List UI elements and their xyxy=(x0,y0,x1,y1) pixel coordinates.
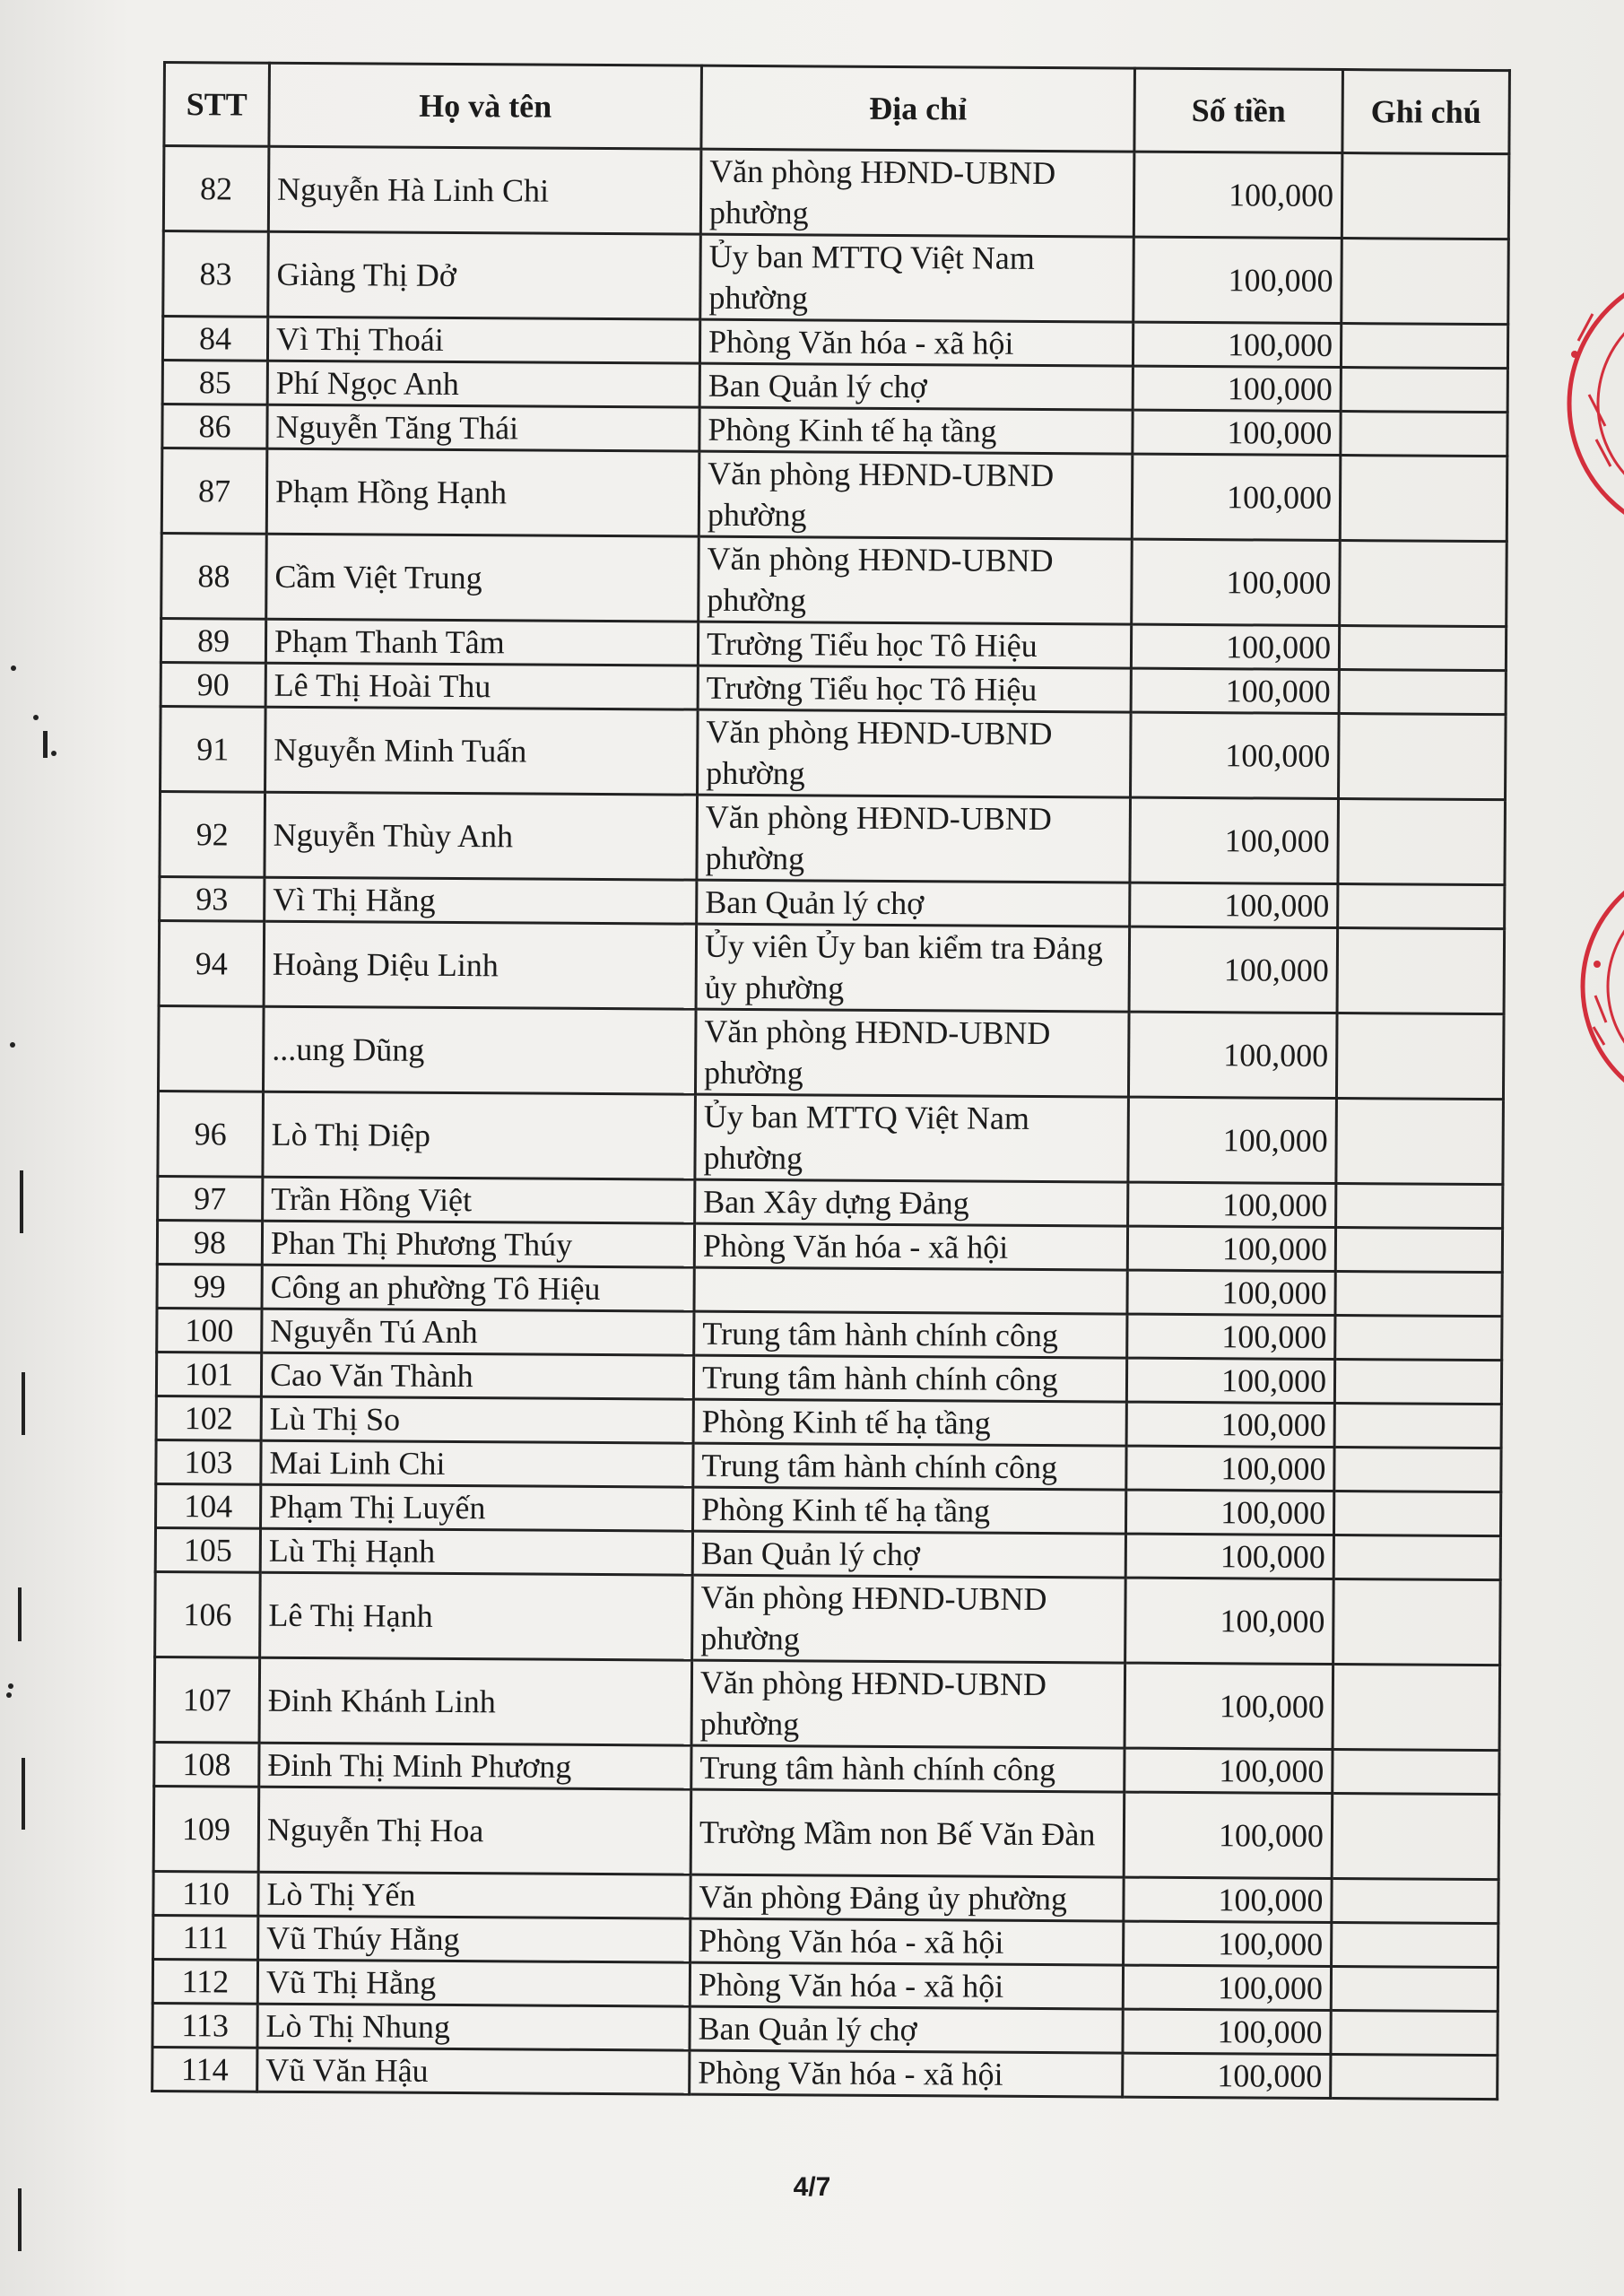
row-name: Nguyễn Tú Anh xyxy=(262,1309,694,1355)
row-amount: 100,000 xyxy=(1125,1578,1334,1664)
row-stt: 102 xyxy=(156,1396,261,1440)
row-address: Văn phòng HĐND-UBND phường xyxy=(700,149,1134,237)
row-address: Ban Quản lý chợ xyxy=(692,1531,1125,1578)
row-stt: 114 xyxy=(152,2047,257,2092)
row-note xyxy=(1332,1922,1498,1967)
row-amount: 100,000 xyxy=(1123,2053,1331,2098)
row-name: Lê Thị Hoài Thu xyxy=(265,663,698,709)
row-name: Cầm Việt Trung xyxy=(266,534,699,622)
row-address: Ủy ban MTTQ Việt Nam phường xyxy=(700,234,1134,322)
row-note xyxy=(1341,412,1507,457)
row-address: Văn phòng Đảng ủy phường xyxy=(690,1874,1124,1921)
table-row xyxy=(152,2047,1498,2099)
row-note xyxy=(1339,714,1507,800)
row-name: Phạm Hồng Hạnh xyxy=(266,448,699,536)
row-name: Lù Thị So xyxy=(261,1396,693,1443)
row-note xyxy=(1339,626,1506,671)
row-note xyxy=(1342,239,1509,325)
row-name: Lò Thị Diệp xyxy=(263,1091,696,1179)
row-name: Vũ Văn Hậu xyxy=(257,2048,690,2094)
row-name: ...ung Dũng xyxy=(263,1006,696,1094)
row-address: Ban Quản lý chợ xyxy=(699,363,1133,410)
row-address: Trường Mầm non Bế Văn Đàn xyxy=(690,1789,1125,1877)
row-amount: 100,000 xyxy=(1127,1226,1335,1271)
row-amount: 100,000 xyxy=(1127,1270,1335,1315)
row-note xyxy=(1334,1404,1501,1448)
row-address xyxy=(694,1267,1127,1314)
table-body xyxy=(152,146,1509,2100)
row-amount: 100,000 xyxy=(1131,624,1339,669)
row-address: Phòng Văn hóa - xã hội xyxy=(690,2050,1123,2097)
row-address: Văn phòng HĐND-UBND phường xyxy=(697,795,1131,883)
row-stt: 106 xyxy=(155,1571,261,1657)
row-amount: 100,000 xyxy=(1123,2009,1331,2054)
row-name: Hoàng Diệu Linh xyxy=(264,921,697,1009)
row-note xyxy=(1331,2054,1498,2099)
row-amount: 100,000 xyxy=(1131,668,1339,713)
row-address: Phòng Kinh tế hạ tầng xyxy=(693,1399,1126,1446)
header-name: Họ và tên xyxy=(269,63,702,149)
row-amount: 100,000 xyxy=(1132,539,1341,625)
row-name: Nguyễn Thị Hoa xyxy=(258,1787,691,1874)
row-amount: 100,000 xyxy=(1130,797,1339,883)
row-note xyxy=(1336,1013,1504,1100)
row-address: Trường Tiểu học Tô Hiệu xyxy=(698,665,1131,712)
row-amount: 100,000 xyxy=(1125,1490,1333,1535)
red-seal-stamp-top xyxy=(1551,260,1624,547)
row-name: Công an phường Tô Hiệu xyxy=(262,1265,694,1311)
row-amount: 100,000 xyxy=(1127,1314,1335,1359)
table-row xyxy=(153,1786,1499,1879)
row-note xyxy=(1331,1966,1498,2011)
row-address: Phòng Văn hóa - xã hội xyxy=(690,1962,1123,2009)
row-name: Đinh Thị Minh Phương xyxy=(259,1743,691,1789)
row-amount: 100,000 xyxy=(1133,366,1341,411)
row-amount: 100,000 xyxy=(1133,410,1341,455)
row-stt: 112 xyxy=(152,1959,257,2004)
row-address: Văn phòng HĐND-UBND phường xyxy=(695,1009,1129,1097)
row-name: Lò Thị Nhung xyxy=(257,2004,690,2050)
row-stt: 82 xyxy=(163,146,269,232)
row-address: Trung tâm hành chính công xyxy=(693,1355,1126,1402)
row-stt: 91 xyxy=(161,706,266,792)
row-address: Văn phòng HĐND-UBND phường xyxy=(692,1575,1126,1663)
header-address: Địa chỉ xyxy=(701,65,1135,152)
row-address: Văn phòng HĐND-UBND phường xyxy=(698,709,1132,797)
row-stt: 93 xyxy=(160,876,265,921)
header-note: Ghi chú xyxy=(1342,70,1510,154)
row-address: Văn phòng HĐND-UBND phường xyxy=(699,536,1133,624)
row-note xyxy=(1337,928,1505,1014)
row-name: Mai Linh Chi xyxy=(261,1440,693,1487)
row-name: Phạm Thanh Tâm xyxy=(265,619,698,665)
row-stt: 108 xyxy=(154,1742,259,1787)
row-stt: 103 xyxy=(156,1439,261,1484)
row-amount: 100,000 xyxy=(1124,1792,1333,1878)
row-name: Lù Thị Hạnh xyxy=(260,1528,692,1575)
row-amount: 100,000 xyxy=(1128,1097,1337,1183)
row-stt: 87 xyxy=(161,448,267,535)
row-name: Lê Thị Hạnh xyxy=(260,1572,693,1660)
row-stt: 89 xyxy=(161,618,265,663)
row-amount: 100,000 xyxy=(1128,1182,1336,1227)
row-note xyxy=(1333,1665,1500,1751)
row-note xyxy=(1333,1750,1499,1795)
row-note xyxy=(1341,368,1507,413)
table-row xyxy=(155,1571,1501,1665)
row-note xyxy=(1331,2010,1498,2055)
row-amount: 100,000 xyxy=(1129,926,1338,1013)
row-stt xyxy=(158,1005,264,1091)
row-address: Ban Xây dựng Đảng xyxy=(695,1179,1128,1226)
row-note xyxy=(1342,153,1509,239)
row-name: Giàng Thị Dở xyxy=(268,231,701,319)
row-address: Trung tâm hành chính công xyxy=(694,1311,1127,1358)
row-amount: 100,000 xyxy=(1126,1446,1334,1491)
row-note xyxy=(1333,1535,1500,1580)
row-address: Ban Quản lý chợ xyxy=(690,2006,1123,2053)
row-note xyxy=(1341,324,1507,369)
row-name: Nguyễn Thùy Anh xyxy=(265,792,698,880)
row-stt: 97 xyxy=(158,1176,263,1221)
row-amount: 100,000 xyxy=(1126,1358,1334,1403)
row-name: Phí Ngọc Anh xyxy=(267,361,699,407)
table-row xyxy=(158,1091,1504,1184)
header-stt: STT xyxy=(164,63,270,147)
row-name: Trần Hồng Việt xyxy=(263,1177,695,1223)
payment-table xyxy=(151,61,1511,2100)
table-row xyxy=(163,231,1509,325)
row-note xyxy=(1340,541,1507,627)
row-stt: 105 xyxy=(155,1527,260,1572)
row-amount: 100,000 xyxy=(1133,152,1342,238)
row-stt: 88 xyxy=(161,533,267,619)
row-note xyxy=(1340,456,1507,542)
row-stt: 98 xyxy=(157,1220,262,1265)
row-amount: 100,000 xyxy=(1131,712,1340,798)
row-name: Vì Thị Hằng xyxy=(265,877,697,924)
table-row xyxy=(161,533,1507,626)
row-name: Vì Thị Thoái xyxy=(267,317,699,363)
row-name: Phan Thị Phương Thúy xyxy=(262,1221,694,1267)
row-note xyxy=(1333,1492,1500,1536)
row-note xyxy=(1339,670,1506,715)
row-note xyxy=(1335,1316,1502,1361)
row-name: Nguyễn Minh Tuấn xyxy=(265,707,699,795)
row-stt: 96 xyxy=(158,1091,264,1177)
row-stt: 94 xyxy=(159,920,265,1006)
header-amount: Số tiền xyxy=(1134,68,1343,152)
row-stt: 90 xyxy=(161,662,265,707)
row-note xyxy=(1335,1272,1502,1317)
row-name: Lò Thị Yến xyxy=(258,1872,690,1918)
row-amount: 100,000 xyxy=(1124,1877,1332,1922)
row-note xyxy=(1338,799,1506,885)
row-address: Phòng Kinh tế hạ tầng xyxy=(699,407,1133,454)
row-address: Ban Quản lý chợ xyxy=(697,880,1130,926)
row-name: Cao Văn Thành xyxy=(261,1352,693,1399)
row-stt: 100 xyxy=(157,1308,262,1352)
row-address: Phòng Văn hóa - xã hội xyxy=(694,1223,1127,1270)
row-address: Phòng Văn hóa - xã hội xyxy=(690,1918,1124,1965)
row-name: Nguyễn Hà Linh Chi xyxy=(268,146,701,234)
row-address: Văn phòng HĐND-UBND phường xyxy=(691,1660,1125,1748)
table-row xyxy=(160,791,1506,884)
row-name: Vũ Thúy Hằng xyxy=(258,1916,690,1962)
row-stt: 83 xyxy=(163,231,269,317)
page-number: 4/7 xyxy=(793,2172,831,2202)
row-note xyxy=(1336,1184,1503,1229)
row-address: Trung tâm hành chính công xyxy=(693,1443,1126,1490)
row-address: Trung tâm hành chính công xyxy=(691,1745,1125,1792)
row-name: Đinh Khánh Linh xyxy=(259,1657,692,1745)
row-note xyxy=(1335,1228,1502,1273)
row-amount: 100,000 xyxy=(1124,1921,1332,1966)
table-row xyxy=(159,920,1505,1013)
row-amount: 100,000 xyxy=(1125,1748,1333,1793)
row-amount: 100,000 xyxy=(1126,1402,1334,1447)
table-row xyxy=(163,146,1509,239)
row-amount: 100,000 xyxy=(1133,237,1342,323)
row-note xyxy=(1334,1448,1501,1492)
row-stt: 85 xyxy=(162,361,267,405)
row-amount: 100,000 xyxy=(1128,1012,1337,1098)
row-amount: 100,000 xyxy=(1133,322,1341,367)
row-stt: 107 xyxy=(154,1657,260,1743)
row-note xyxy=(1333,1579,1501,1665)
row-address: Ủy ban MTTQ Việt Nam phường xyxy=(695,1094,1129,1182)
row-name: Vũ Thị Hằng xyxy=(257,1960,690,2006)
row-stt: 84 xyxy=(162,317,267,361)
table-row xyxy=(158,1005,1504,1099)
row-stt: 99 xyxy=(157,1264,262,1309)
red-seal-stamp-bottom xyxy=(1574,888,1624,1085)
row-amount: 100,000 xyxy=(1130,883,1338,927)
row-stt: 110 xyxy=(153,1871,258,1916)
row-amount: 100,000 xyxy=(1125,1663,1333,1749)
row-stt: 86 xyxy=(162,404,267,449)
table-row xyxy=(154,1657,1500,1750)
row-address: Trường Tiểu học Tô Hiệu xyxy=(698,622,1131,668)
row-amount: 100,000 xyxy=(1125,1534,1333,1578)
table-header-row xyxy=(164,63,1510,154)
row-address: Ủy viên Ủy ban kiểm tra Đảng ủy phường xyxy=(696,924,1130,1012)
scan-specks xyxy=(0,0,72,2296)
row-note xyxy=(1336,1099,1504,1185)
table-row xyxy=(161,448,1507,542)
row-stt: 109 xyxy=(153,1786,259,1872)
table-row xyxy=(161,706,1507,799)
row-address: Phòng Văn hóa - xã hội xyxy=(699,319,1133,366)
row-name: Nguyễn Tăng Thái xyxy=(267,404,699,451)
row-note xyxy=(1334,1360,1501,1405)
row-stt: 92 xyxy=(160,791,265,877)
row-address: Văn phòng HĐND-UBND phường xyxy=(699,451,1133,539)
row-stt: 104 xyxy=(156,1483,261,1528)
row-note xyxy=(1332,1794,1499,1880)
row-note xyxy=(1332,1878,1498,1923)
row-address: Phòng Kinh tế hạ tầng xyxy=(692,1487,1125,1534)
row-note xyxy=(1338,884,1505,929)
row-name: Phạm Thị Luyến xyxy=(261,1484,693,1531)
row-stt: 111 xyxy=(153,1915,258,1960)
row-amount: 100,000 xyxy=(1132,454,1341,540)
row-amount: 100,000 xyxy=(1123,1965,1331,2010)
row-stt: 101 xyxy=(156,1352,261,1396)
row-stt: 113 xyxy=(152,2003,257,2048)
